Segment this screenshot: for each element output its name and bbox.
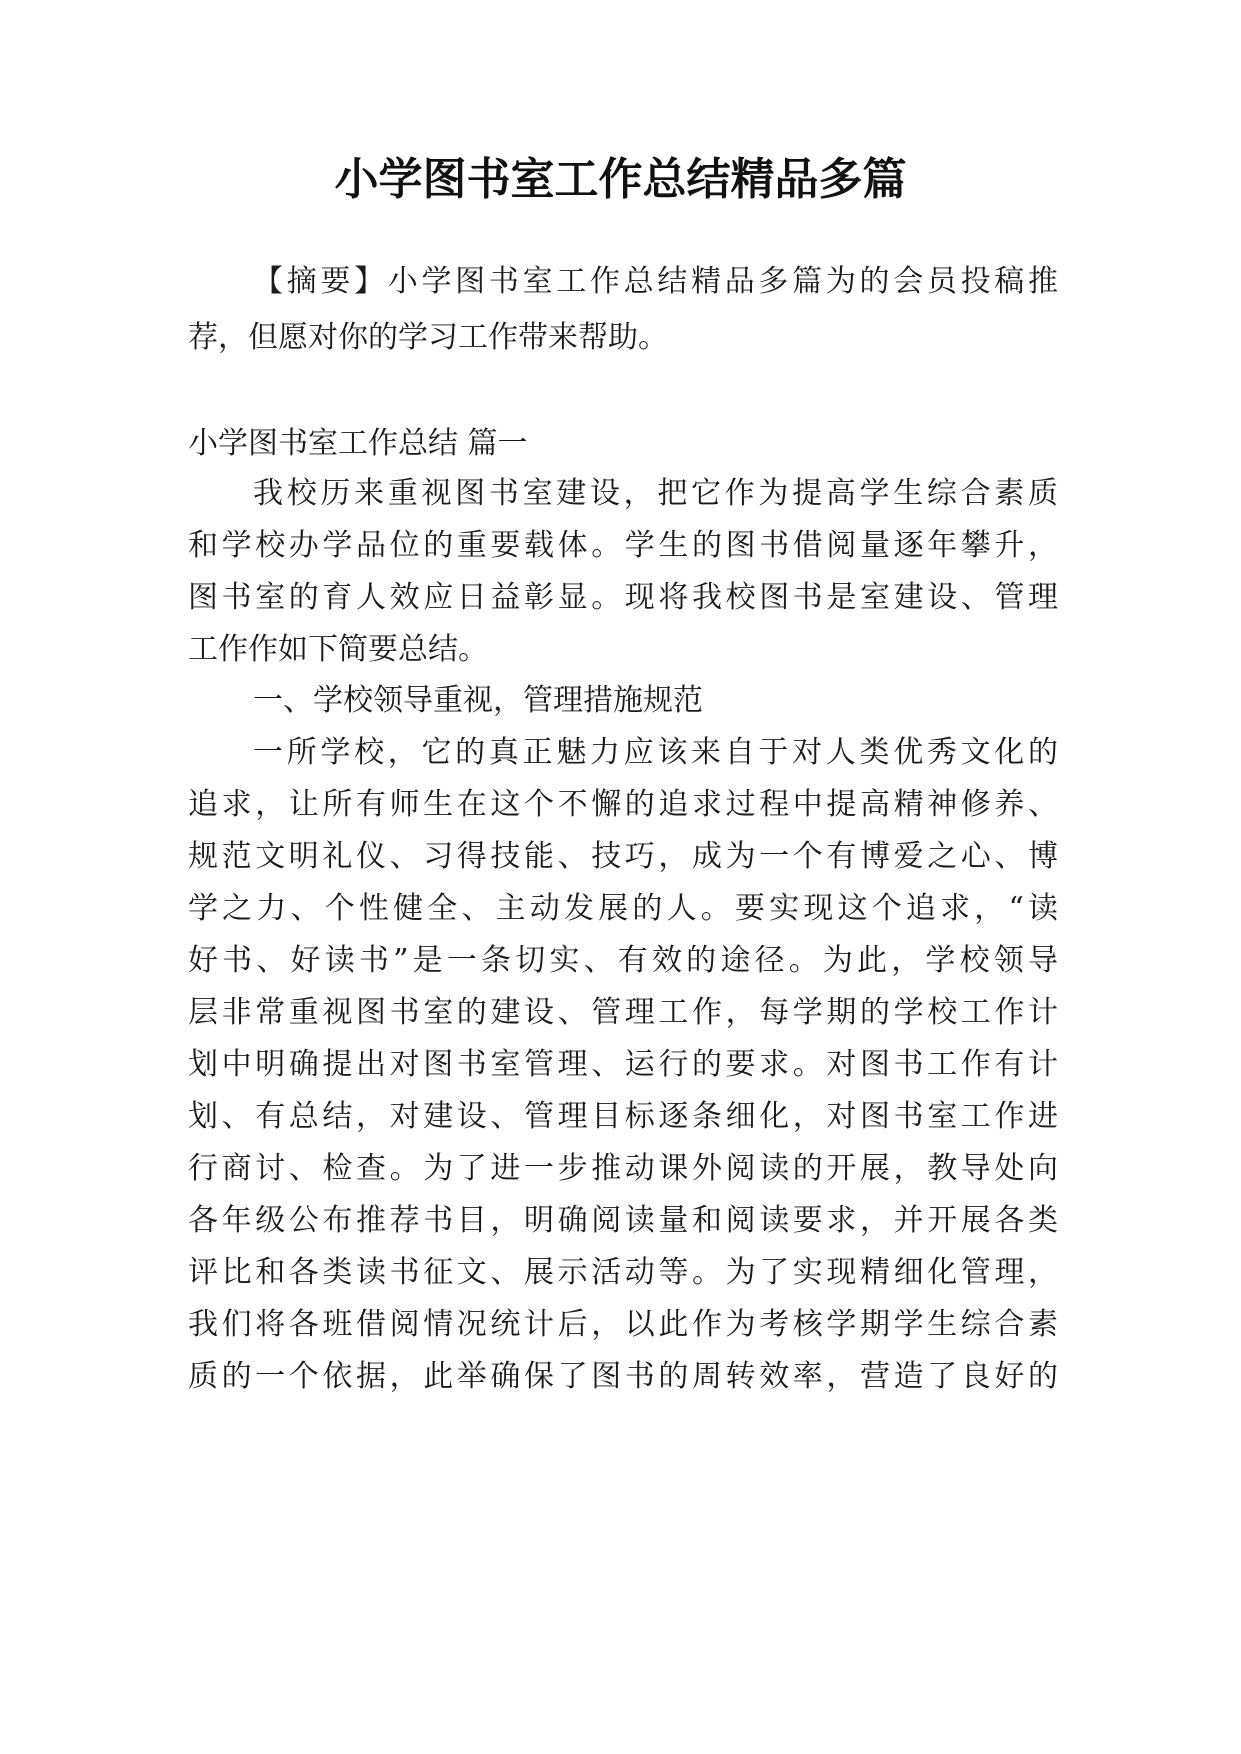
paragraph-line: 划、有总结，对建设、管理目标逐条细化，对图书室工作进	[188, 1099, 1058, 1134]
paragraph-line: 图书室的育人效应日益彰显。现将我校图书是室建设、管理	[188, 580, 1058, 615]
paragraph-line: 质的一个依据，此举确保了图书的周转效率，营造了良好的	[188, 1359, 1058, 1394]
subheading: 一、学校领导重视，管理措施规范	[253, 683, 703, 718]
document-title: 小学图书室工作总结精品多篇	[334, 154, 907, 205]
paragraph-line: 我校历来重视图书室建设，把它作为提高学生综合素质	[253, 476, 1058, 511]
paragraph-line: 我们将各班借阅情况统计后，以此作为考核学期学生综合素	[188, 1307, 1058, 1342]
paragraph-line: 层非常重视图书室的建设、管理工作，每学期的学校工作计	[188, 995, 1058, 1030]
section-heading: 小学图书室工作总结 篇一	[188, 426, 528, 461]
paragraph-line: 和学校办学品位的重要载体。学生的图书借阅量逐年攀升，	[188, 528, 1058, 563]
abstract-line: 荐，但愿对你的学习工作带来帮助。	[188, 320, 668, 355]
paragraph-line: 评比和各类读书征文、展示活动等。为了实现精细化管理，	[188, 1255, 1058, 1290]
paragraph-line: 规范文明礼仪、习得技能、技巧，成为一个有博爱之心、博	[188, 839, 1058, 874]
paragraph-line: 好书、好读书”是一条切实、有效的途径。为此，学校领导	[188, 943, 1058, 978]
paragraph-line: 各年级公布推荐书目，明确阅读量和阅读要求，并开展各类	[188, 1203, 1058, 1238]
paragraph-line: 工作作如下简要总结。	[188, 632, 488, 667]
paragraph-line: 行商讨、检查。为了进一步推动课外阅读的开展，教导处向	[188, 1151, 1058, 1186]
paragraph-line: 一所学校，它的真正魅力应该来自于对人类优秀文化的	[253, 735, 1058, 770]
paragraph-line: 追求，让所有师生在这个不懈的追求过程中提高精神修养、	[188, 787, 1058, 822]
paragraph-line: 学之力、个性健全、主动发展的人。要实现这个追求，“读	[188, 891, 1058, 926]
paragraph-line: 划中明确提出对图书室管理、运行的要求。对图书工作有计	[188, 1047, 1058, 1082]
abstract-line: 【摘要】小学图书室工作总结精品多篇为的会员投稿推	[253, 264, 1058, 299]
